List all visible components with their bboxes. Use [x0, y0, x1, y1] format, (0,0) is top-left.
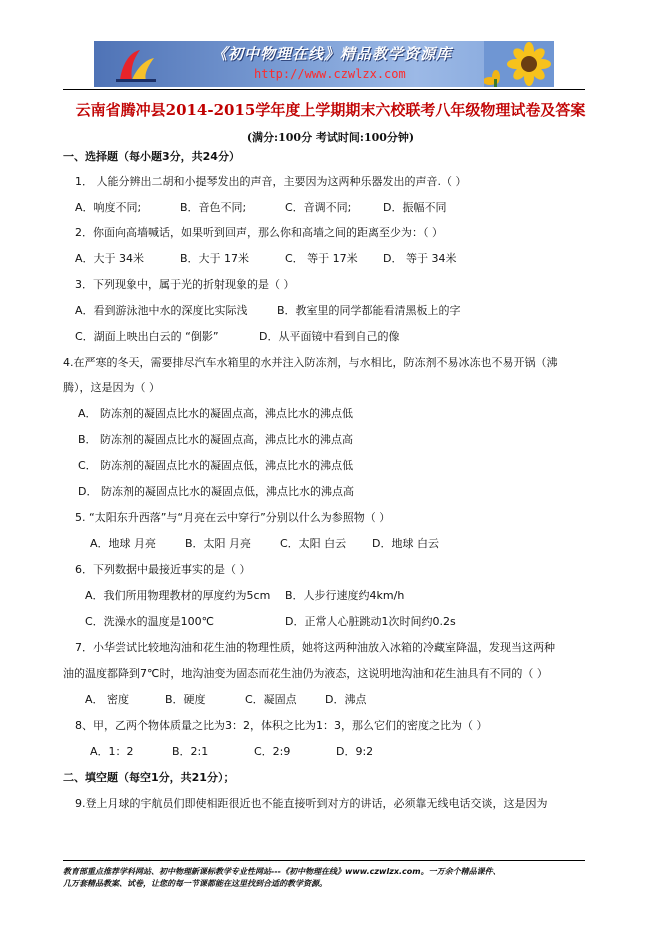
- option-c: C．太阳 白云: [280, 537, 347, 550]
- question-7-stem-line1: 7．小华尝试比较地沟油和花生油的物理性质，她将这两种油放入冰箱的冷藏室降温，发现当这两种: [75, 641, 555, 654]
- option-b: B．音色不同;: [180, 201, 247, 214]
- footer-line-2: 几万套精品教案、试卷，让您的每一节课都能在这里找到合适的教学资源。: [63, 879, 327, 888]
- question-4-stem-line2: 腾），这是因为（ ）: [63, 381, 160, 394]
- option-b: B．大于 17米: [180, 252, 250, 265]
- question-8-stem: 8、甲，乙两个物体质量之比为3：2，体积之比为1：3，那么它们的密度之比为（ ）: [75, 719, 488, 732]
- question-2-stem: 2．你面向高墙喊话，如果听到回声，那么你和高墙之间的距离至少为：（ ）: [75, 226, 443, 239]
- option-c: C．音调不同;: [285, 201, 352, 214]
- option-c: C．2:9: [254, 745, 291, 758]
- question-4-option-c: C． 防冻剂的凝固点比水的凝固点低，沸点比水的沸点低: [78, 459, 354, 472]
- option-c: C．湖面上映出白云的 “倒影”: [75, 330, 219, 343]
- option-c: C．洗澡水的温度是100℃: [85, 615, 215, 628]
- option-c: C．凝固点: [245, 693, 297, 706]
- option-d: D．沸点: [325, 693, 367, 706]
- banner-url-link[interactable]: http://www.czwlzx.com: [254, 67, 406, 81]
- header-divider: [63, 89, 585, 90]
- section-heading-choice: 一、选择题（每小题3分，共24分）: [63, 150, 240, 163]
- exam-info: (满分:100分 考试时间:100分钟): [246, 131, 415, 144]
- option-d: D．从平面镜中看到自己的像: [259, 330, 400, 343]
- page-footer: [63, 866, 501, 890]
- section-heading-fill-in: 二、填空题（每空1分，共21分）；: [63, 771, 235, 784]
- option-d: D．地球 白云: [372, 537, 439, 550]
- site-banner[interactable]: [94, 41, 554, 87]
- option-d: D．9:2: [336, 745, 374, 758]
- sunflower-icon: [484, 41, 554, 87]
- option-d: D．振幅不同: [383, 201, 447, 214]
- option-a: A．1：2: [90, 745, 134, 758]
- option-b: B．2:1: [172, 745, 209, 758]
- option-a: A．看到游泳池中水的深度比实际浅: [75, 304, 248, 317]
- question-9-stem: 9.登上月球的宇航员们即使相距很近也不能直接听到对方的讲话，必须靠无线电话交谈，这是因为: [75, 797, 548, 810]
- question-6-stem: 6．下列数据中最接近事实的是（ ）: [75, 563, 251, 576]
- option-c: C． 等于 17米: [285, 252, 358, 265]
- option-b: B．教室里的同学都能看清黑板上的字: [277, 304, 461, 317]
- option-a: A．我们所用物理教材的厚度约为5cm: [85, 589, 271, 602]
- option-a: A． 密度: [85, 693, 130, 706]
- question-4-option-d: D． 防冻剂的凝固点比水的凝固点低，沸点比水的沸点高: [78, 485, 354, 498]
- question-3-stem: 3．下列现象中，属于光的折射现象的是（ ）: [75, 278, 295, 291]
- question-1-stem: 1． 人能分辨出二胡和小提琴发出的声音，主要因为这两种乐器发出的声音.（ ）: [75, 175, 467, 188]
- question-5-stem: 5. “太阳东升西落”与“月亮在云中穿行”分别以什么为参照物（ ）: [75, 511, 391, 524]
- question-4-option-a: A． 防冻剂的凝固点比水的凝固点高，沸点比水的沸点低: [78, 407, 354, 420]
- option-b: B．硬度: [165, 693, 206, 706]
- option-a: A．大于 34米: [75, 252, 145, 265]
- option-b: B．太阳 月亮: [185, 537, 252, 550]
- option-b: B．人步行速度约4km/h: [285, 589, 405, 602]
- footer-line-1: 教育部重点推荐学科网站、初中物理新课标教学专业性网站---《初中物理在线》www.czwlzx.com。一万余个精品课件、: [63, 867, 501, 876]
- question-7-stem-line2: 油的温度都降到7℃时，地沟油变为固态而花生油仍为液态，这说明地沟油和花生油具有不同的（ ）: [63, 667, 548, 680]
- page-title: 云南省腾冲县2014-2015学年度上学期期末六校联考八年级物理试卷及答案: [75, 101, 586, 119]
- footer-divider: [63, 860, 585, 861]
- banner-title: 《初中物理在线》精品教学资源库: [212, 45, 453, 63]
- option-a: A．地球 月亮: [90, 537, 157, 550]
- option-a: A．响度不同;: [75, 201, 142, 214]
- site-logo-icon: [110, 46, 160, 84]
- question-4-stem-line1: 4.在严寒的冬天，需要排尽汽车水箱里的水并注入防冻剂，与水相比，防冻剂不易冰冻也不易开锅（沸: [63, 356, 558, 369]
- question-4-option-b: B． 防冻剂的凝固点比水的凝固点高，沸点比水的沸点高: [78, 433, 354, 446]
- option-d: D．正常人心脏跳动1次时间约0.2s: [285, 615, 456, 628]
- option-d: D． 等于 34米: [383, 252, 457, 265]
